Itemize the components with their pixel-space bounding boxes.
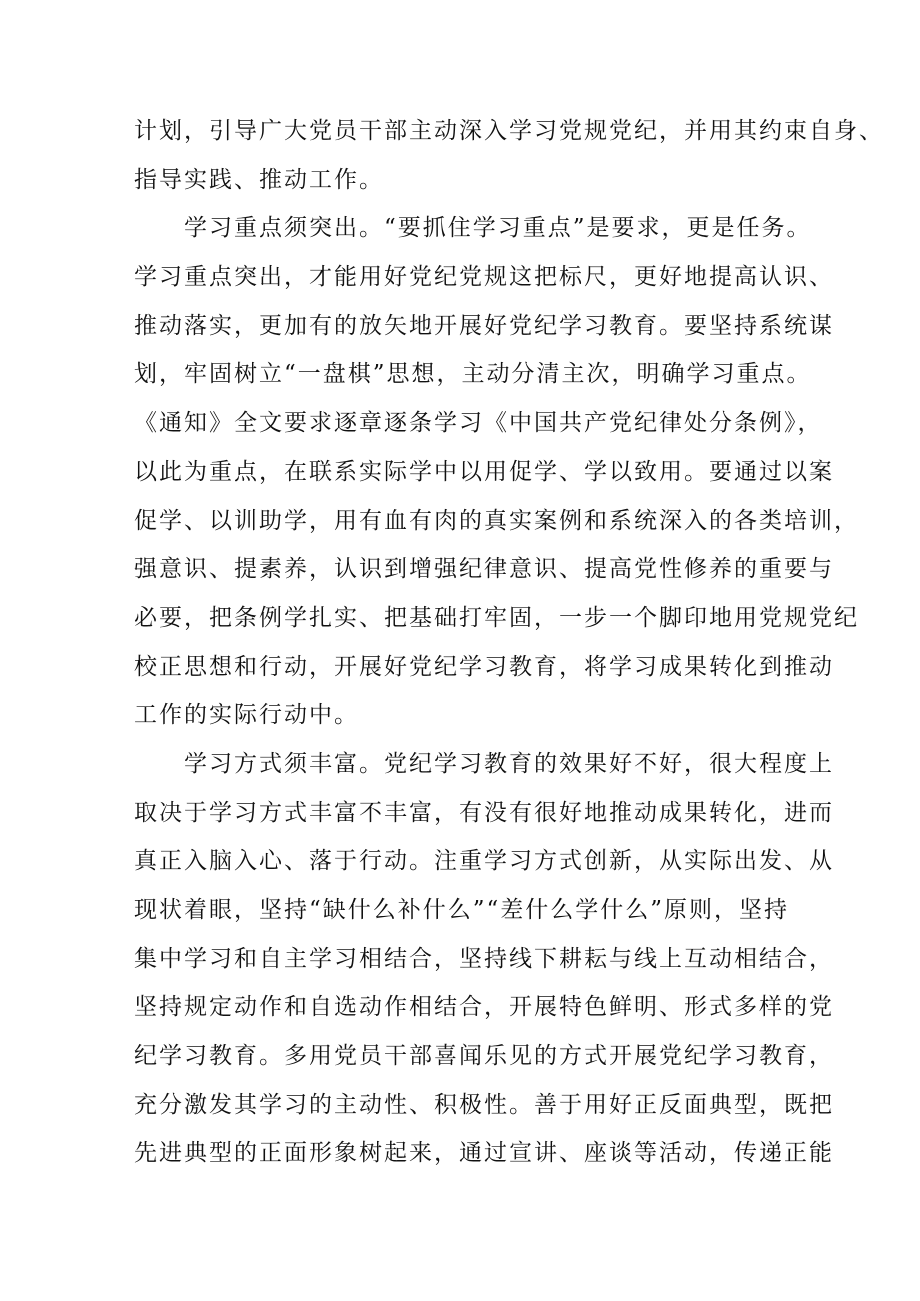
paragraph-first-line: 学习重点须突出。“要抓住学习重点”是要求，更是任务。: [184, 215, 812, 242]
text-line: 以此为重点，在联系实际学中以用促学、学以致用。要通过以案: [134, 458, 834, 485]
text-line: 取决于学习方式丰富不丰富，有没有很好地推动成果转化，进而: [134, 799, 834, 826]
text-line: 划，牢固树立“一盘棋”思想，主动分清主次，明确学习重点。: [134, 361, 812, 388]
text-line: 强意识、提素养，认识到增强纪律意识、提高党性修养的重要与: [134, 556, 834, 583]
paragraph-first-line: 学习方式须丰富。党纪学习教育的效果好不好，很大程度上: [184, 750, 834, 777]
text-line: 指导实践、推动工作。: [134, 166, 384, 193]
text-line: 真正入脑入心、落于行动。注重学习方式创新，从实际出发、从: [134, 848, 834, 875]
text-line: 坚持规定动作和自选动作相结合，开展特色鲜明、形式多样的党: [134, 994, 834, 1021]
text-line: 现状着眼，坚持“缺什么补什么”“差什么学什么”原则，坚持: [134, 897, 790, 923]
text-line: 促学、以训助学，用有血有肉的真实案例和系统深入的各类培训，: [134, 507, 859, 534]
text-line: 工作的实际行动中。: [134, 702, 359, 729]
text-line: 计划，引导广大党员干部主动深入学习党规党纪，并用其约束自身、: [134, 118, 884, 144]
text-line: 集中学习和自主学习相结合，坚持线下耕耘与线上互动相结合，: [134, 945, 834, 972]
document-body: [134, 107, 884, 1178]
text-line: 校正思想和行动，开展好党纪学习教育，将学习成果转化到推动: [134, 653, 834, 680]
text-line: 纪学习教育。多用党员干部喜闻乐见的方式开展党纪学习教育，: [134, 1043, 834, 1070]
text-line: 先进典型的正面形象树起来，通过宣讲、座谈等活动，传递正能: [134, 1140, 834, 1167]
text-line: 《通知》全文要求逐章逐条学习《中国共产党纪律处分条例》，: [134, 410, 823, 437]
text-line: 学习重点突出，才能用好党纪党规这把标尺，更好地提高认识、: [134, 264, 834, 291]
text-line: 充分激发其学习的主动性、积极性。善于用好正反面典型，既把: [134, 1091, 834, 1118]
text-line: 必要，把条例学扎实、把基础打牢固，一步一个脚印地用党规党纪: [134, 604, 859, 631]
text-line: 推动落实，更加有的放矢地开展好党纪学习教育。要坚持系统谋: [134, 312, 834, 339]
